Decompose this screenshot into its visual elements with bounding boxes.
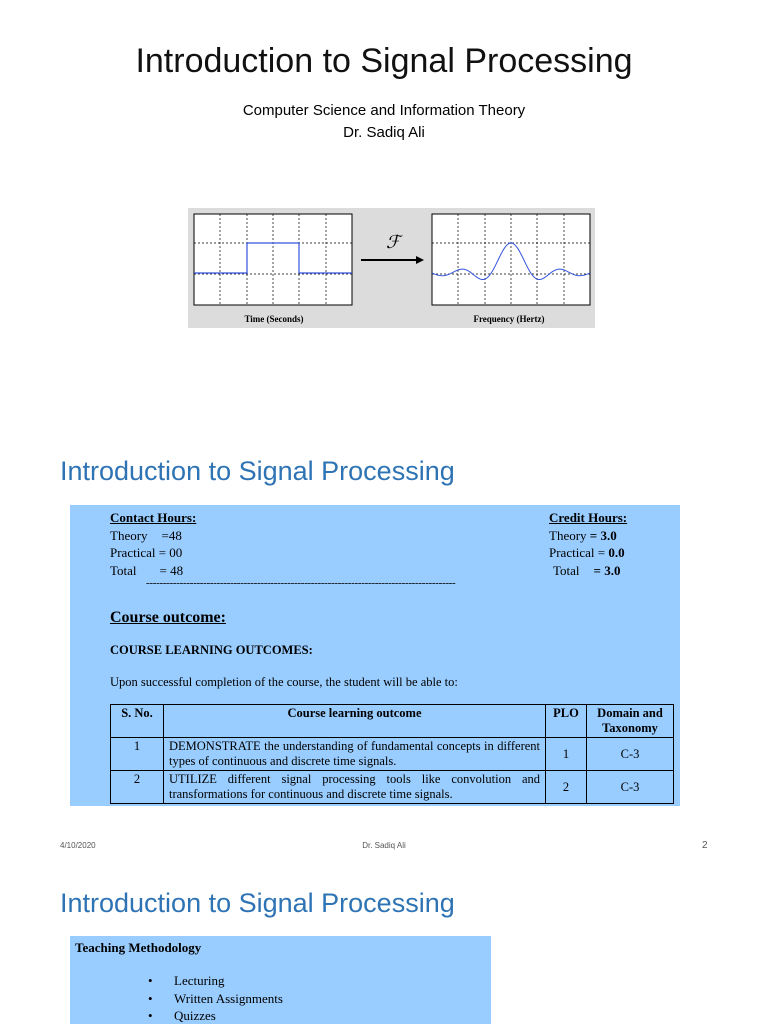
course-info-box [70, 505, 680, 806]
credit-theory: Theory = 3.0 [549, 527, 617, 543]
slide1-subtitle: Computer Science and Information Theory [242, 102, 526, 119]
transform-arrow-head [416, 256, 424, 264]
course-outcome-heading: Course outcome: [110, 609, 226, 626]
list-item: • Written Assignments [148, 990, 283, 1008]
frequency-axis-caption: Frequency (Hertz) [473, 314, 545, 324]
table-cell-outcome: UTILIZE different signal processing tools like convolution and transformations for continuous and discrete time signals. [164, 771, 546, 804]
footer-date: 4/10/2020 [60, 841, 96, 850]
table-header-domain: Domain and Taxonomy [587, 705, 674, 738]
contact-hours-block [110, 509, 196, 579]
clo-intro: Upon successful completion of the course, the student will be able to: [110, 675, 458, 689]
contact-hours-heading: Contact Hours: [110, 510, 197, 525]
time-axis-caption: Time (Seconds) [244, 314, 304, 324]
credit-hours-heading: Credit Hours: [549, 510, 628, 525]
table-cell-plo: 2 [546, 771, 587, 804]
table-row [111, 738, 674, 771]
fourier-figure-svg [188, 208, 595, 328]
table-header-sno: S. No. [111, 705, 164, 738]
slide2-title: Introduction to Signal Processing [60, 456, 455, 486]
table-row [111, 771, 674, 804]
list-item: • Lecturing [148, 972, 283, 990]
credit-practical: Practical = 0.0 [549, 545, 625, 560]
divider-line: -------------------------------------------------------------------------------------------- [146, 577, 456, 589]
credit-total: Total = 3.0 [553, 562, 621, 578]
teaching-methodology-heading: Teaching Methodology [75, 940, 202, 955]
table-cell-outcome: DEMONSTRATE the understanding of fundamental concepts in different types of continuous and discrete time signals. [164, 738, 546, 771]
table-cell-sno: 1 [111, 738, 164, 771]
credit-hours-block [549, 509, 627, 579]
fourier-symbol: ℱ [386, 232, 401, 252]
methodology-list [148, 972, 283, 1025]
contact-total: Total = 48 [110, 562, 184, 578]
footer-page-number: 2 [702, 840, 708, 851]
slide3-title: Introduction to Signal Processing [60, 888, 455, 918]
list-item: • Quizzes [148, 1007, 283, 1025]
clo-table-header-row [111, 705, 674, 738]
table-cell-domain: C-3 [587, 771, 674, 804]
clo-heading: COURSE LEARNING OUTCOMES: [110, 643, 313, 657]
footer-author: Dr. Sadiq Ali [362, 841, 406, 850]
contact-practical: Practical = 00 [110, 545, 183, 560]
slide1-author: Dr. Sadiq Ali [343, 124, 425, 141]
table-header-plo: PLO [546, 705, 587, 738]
table-cell-sno: 2 [111, 771, 164, 804]
fourier-transform-figure [188, 208, 595, 328]
clo-table [110, 704, 674, 804]
slide1-title: Introduction to Signal Processing [135, 42, 633, 80]
table-cell-plo: 1 [546, 738, 587, 771]
table-header-outcome: Course learning outcome [164, 705, 546, 738]
table-cell-domain: C-3 [587, 738, 674, 771]
contact-theory: Theory =48 [110, 527, 182, 543]
slide1-subtitle-block [0, 100, 768, 144]
teaching-methodology-box [70, 936, 491, 1024]
